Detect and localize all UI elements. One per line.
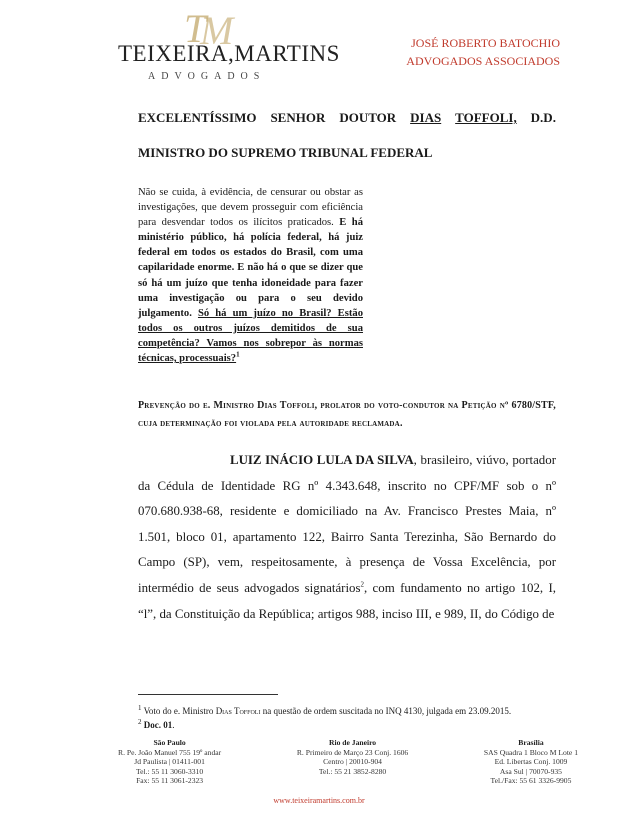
office-line: Jd Paulista | 01411-001	[134, 757, 205, 767]
addressee	[138, 110, 556, 161]
quote-plain: Não se cuida, à evidência, de censurar ou obstar as investigações, que devem prosseguir com eficiência para desvendar todos os ilícitos praticados.	[138, 187, 363, 229]
section-heading: Prevenção do e. Ministro Dias Toffoli, prolator do voto-condutor na Petição nº 6780/STF, cuja determinação foi violada pela autoridade reclamada.	[138, 400, 556, 429]
body-text-2: , com fundamento no artigo 102, I, “l”, da Constituição da República; artigos 988, inciso III, e 989, II, do Código de	[138, 580, 556, 621]
office-city: Rio de Janeiro	[328, 738, 377, 747]
associated-firm	[406, 34, 560, 70]
party-name: LUIZ INÁCIO LULA DA SILVA	[230, 453, 414, 467]
footnote-ref-1: 1	[236, 350, 240, 359]
firm-subtitle: ADVOGADOS	[148, 71, 266, 82]
office-line: Tel.: 55 11 3060-3310	[136, 766, 204, 776]
office-line: R. Pe. João Manuel 755 19º andar	[118, 747, 222, 757]
office-sao-paulo	[118, 738, 221, 786]
firm-name: TEIXEIRA,MARTINS	[118, 41, 340, 66]
office-line: Ed. Libertas Conj. 1009	[494, 757, 568, 767]
office-city: Brasília	[518, 738, 544, 747]
footnote-divider	[138, 694, 278, 695]
svg-text:T: T	[184, 6, 207, 50]
office-line: Tel./Fax: 55 61 3326-9905	[490, 776, 572, 786]
office-line: Fax: 55 11 3061-2323	[136, 776, 204, 786]
office-line: Asa Sul | 70070-935	[499, 766, 562, 776]
office-line: SAS Quadra 1 Bloco M Lote 1	[483, 747, 578, 757]
body-text-1: , brasileiro, viúvo, portador da Cédula de Identidade RG nº 4.343.648, inscrito no CPF/MF sob o nº 070.680.938-68, residente e domiciliado na Av. Francisco Prestes Maia, nº 1.501, bloco 01, apartamento 122, Bairro Santa Terezinha, São Bernardo do Campo (SP), vem, respeitosamente, à presença de Vossa Excelência, por intermédio de seus advogados signatários	[138, 453, 556, 595]
quote-underlined: Só há um juízo no Brasil? Estão todos os outros juízos demitidos de sua competência? Vamos nos sobrepor às normas técnicas, processuais?	[138, 307, 363, 365]
body-paragraph	[138, 448, 556, 627]
addressee-word: DIAS	[410, 110, 442, 125]
footnote-text: na questão de ordem suscitada no INQ 4130, julgada em 23.09.2015.	[260, 706, 512, 716]
office-city: São Paulo	[153, 738, 186, 747]
office-rio-de-janeiro	[297, 738, 408, 786]
addressee-word: DOUTOR	[339, 110, 397, 125]
addressee-word: SENHOR	[270, 110, 326, 125]
epigraph-quote	[138, 185, 363, 366]
footnote-text: Voto do e. Ministro	[143, 706, 216, 716]
addressee-word: EXCELENTÍSSIMO	[138, 110, 257, 125]
footnote-ref-2: 2	[360, 580, 364, 589]
associated-firm-line1: JOSÉ ROBERTO BATOCHIO	[411, 36, 560, 50]
addressee-word: TOFFOLI,	[455, 110, 517, 125]
svg-text:M: M	[200, 8, 234, 50]
footnote-number: 1	[138, 704, 142, 712]
quote-bold: E há ministério público, há polícia federal, há juiz federal em todos os estados do Brasil, com uma capilaridade enorme. E não há o que se dizer que só há um juízo que tenha idoneidade para fazer uma investigação ou para o seu devido julgamento.	[138, 217, 363, 319]
associated-firm-line2: ADVOGADOS ASSOCIADOS	[406, 54, 560, 68]
addressee-line2: MINISTRO DO SUPREMO TRIBUNAL FEDERAL	[138, 145, 433, 160]
office-brasilia	[484, 738, 578, 786]
office-line: R. Primeiro de Março 23 Conj. 1606	[296, 747, 409, 757]
office-addresses	[118, 738, 578, 786]
addressee-line1	[138, 110, 556, 128]
office-line: Tel.: 55 21 3852-8280	[318, 766, 387, 776]
addressee-word: D.D.	[530, 110, 556, 125]
footnote-2: $^2$ Doc. 01.	[138, 718, 175, 730]
website-link[interactable]: www.teixeiramartins.com.br	[273, 796, 365, 805]
footnote-number: 2	[138, 718, 142, 726]
footnote-1	[138, 705, 568, 717]
footnote-text: Doc. 01	[143, 720, 173, 730]
footnote-name: Dias Toffoli	[215, 706, 261, 716]
office-line: Centro | 20010-904	[323, 757, 382, 767]
